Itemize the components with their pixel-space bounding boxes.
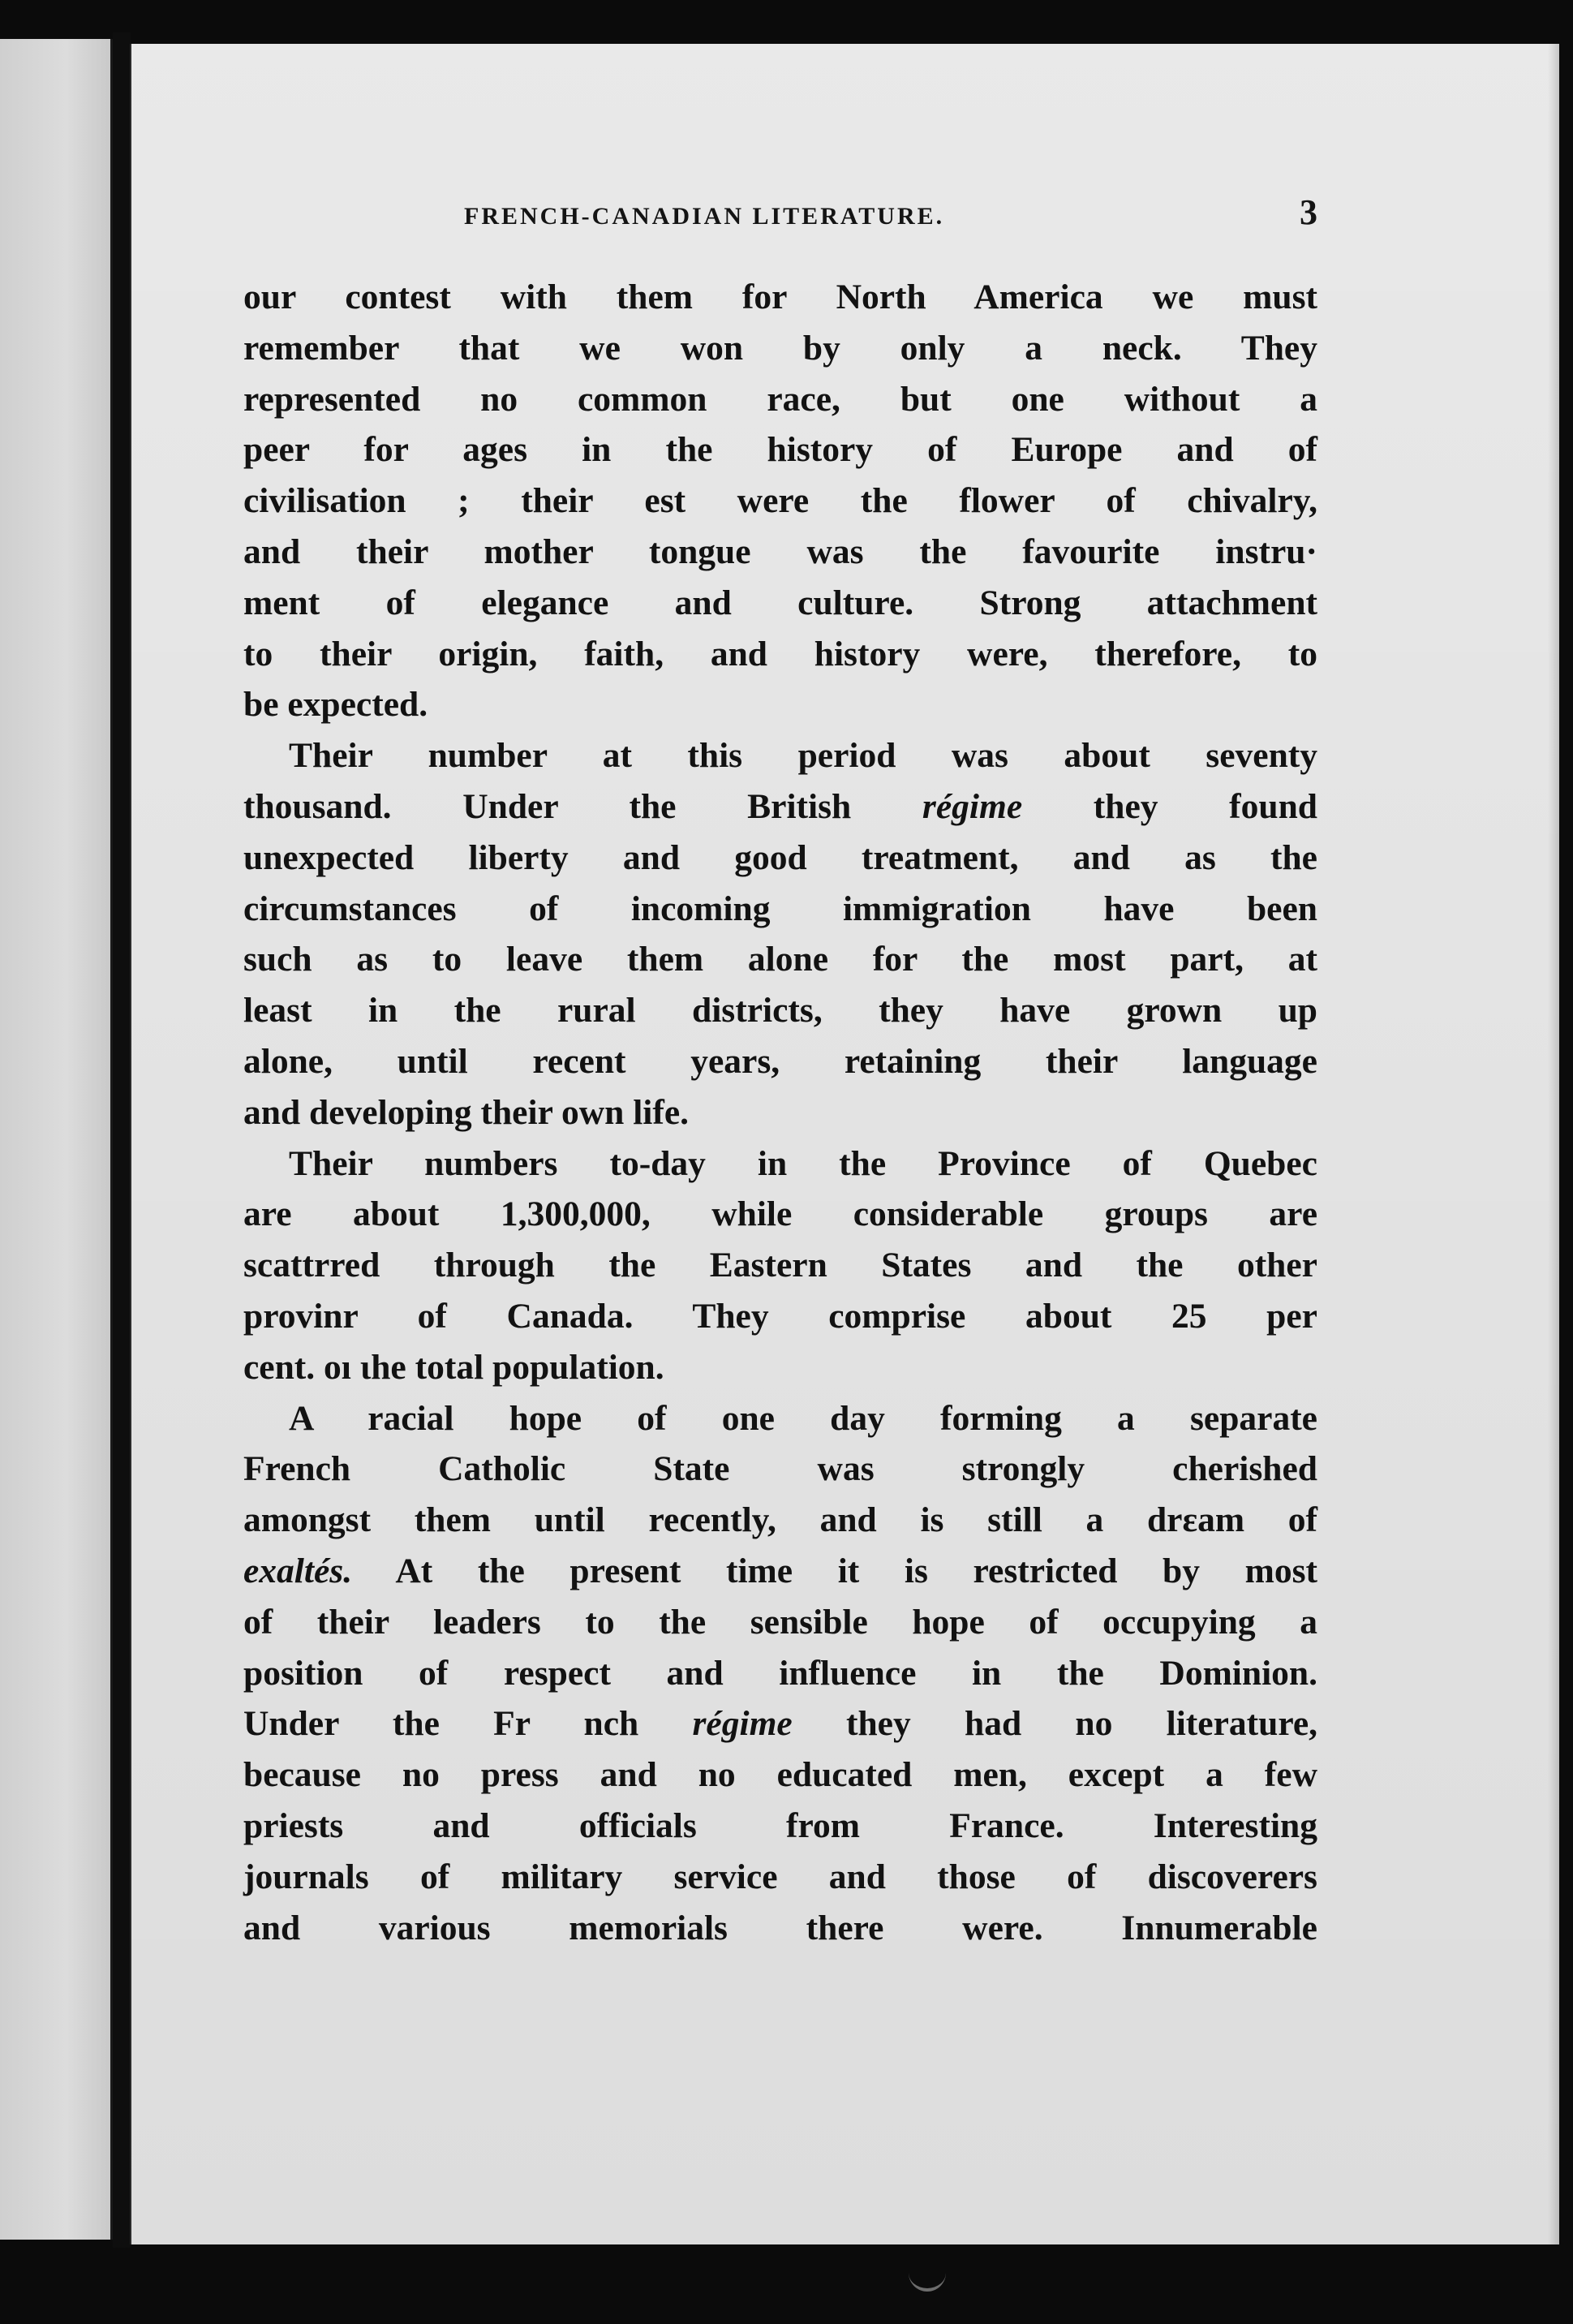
book-gutter (113, 32, 131, 2248)
text-line: ment of elegance and culture. Strong attachment (243, 583, 1317, 622)
text-line: are about 1,300,000, while considerable groups are (243, 1194, 1317, 1234)
text-line: provinr of Canada. They comprise about 25 per (243, 1296, 1317, 1336)
page-number: 3 (1300, 192, 1317, 232)
text-line: peer for ages in the history of Europe and of (243, 430, 1317, 470)
paragraph-4 (243, 1393, 1317, 1954)
paragraph-1 (243, 272, 1317, 730)
scan-artifact (909, 2266, 946, 2292)
text-line: and their mother tongue was the favourite instru· (243, 532, 1317, 571)
text-line: least in the rural districts, they have grown up (243, 991, 1317, 1031)
text-line: and various memorials there were. Innumerable (243, 1908, 1317, 1947)
text-line: Their number at this period was about seventy (289, 736, 1317, 776)
text-line: remember that we won by only a neck. They (243, 328, 1317, 368)
running-title: FRENCH-CANADIAN LITERATURE. (464, 203, 945, 230)
body-text (243, 272, 1317, 1953)
text-line: represented no common race, but one without a (243, 379, 1317, 419)
paragraph-2 (243, 730, 1317, 1138)
text-line: civilisation ; their est were the flower of chivalry, (243, 481, 1317, 521)
text-line: French Catholic State was strongly cherished (243, 1449, 1317, 1489)
text-line: because no press and no educated men, except a few (243, 1755, 1317, 1795)
text-line: A racial hope of one day forming a separate (289, 1398, 1317, 1438)
text-line (243, 781, 1317, 833)
text-line: Their numbers to-day in the Province of Quebec (289, 1143, 1317, 1183)
text-line: unexpected liberty and good treatment, and as the (243, 837, 1317, 877)
text-line: such as to leave them alone for the most part, at (243, 940, 1317, 979)
text-line (243, 1698, 1317, 1749)
text-run: they had no literature, (846, 1704, 1318, 1744)
text-line: priests and officials from France. Interesting (243, 1805, 1317, 1845)
running-head (464, 192, 1317, 240)
text-line: amongst them until recently, and is still a drεam of (243, 1500, 1317, 1540)
text-line: circumstances of incoming immigration have been (243, 889, 1317, 928)
text-line: of their leaders to the sensible hope of occupying a (243, 1602, 1317, 1642)
italic-word: régime (922, 786, 1023, 826)
text-line: scattrred through the Eastern States and the other (243, 1246, 1317, 1285)
text-line: be expected. (243, 685, 428, 725)
page-edge-shadow (1548, 44, 1559, 2244)
text-line: and developing their own life. (243, 1092, 690, 1132)
text-line: our contest with them for North America we must (243, 278, 1317, 316)
text-line: position of respect and influence in the Dominion. (243, 1653, 1317, 1693)
text-line: to their origin, faith, and history were, therefore, to (243, 634, 1317, 674)
text-run: Under the Fr nch (243, 1704, 639, 1744)
text-line: journals of military service and those of discoverers (243, 1857, 1317, 1896)
text-run: At the present time it is restricted by most (395, 1551, 1317, 1590)
text-line (243, 1546, 1317, 1597)
text-line: cent. oı ιhe total population. (243, 1347, 664, 1387)
text-line: alone, until recent years, retaining their language (243, 1041, 1317, 1081)
facing-page-edge (0, 39, 113, 2240)
text-run: thousand. Under the British (243, 786, 852, 826)
italic-word: exaltés. (243, 1551, 353, 1590)
text-run: they found (1093, 786, 1317, 826)
italic-word: régime (692, 1704, 793, 1744)
paragraph-3 (243, 1138, 1317, 1393)
